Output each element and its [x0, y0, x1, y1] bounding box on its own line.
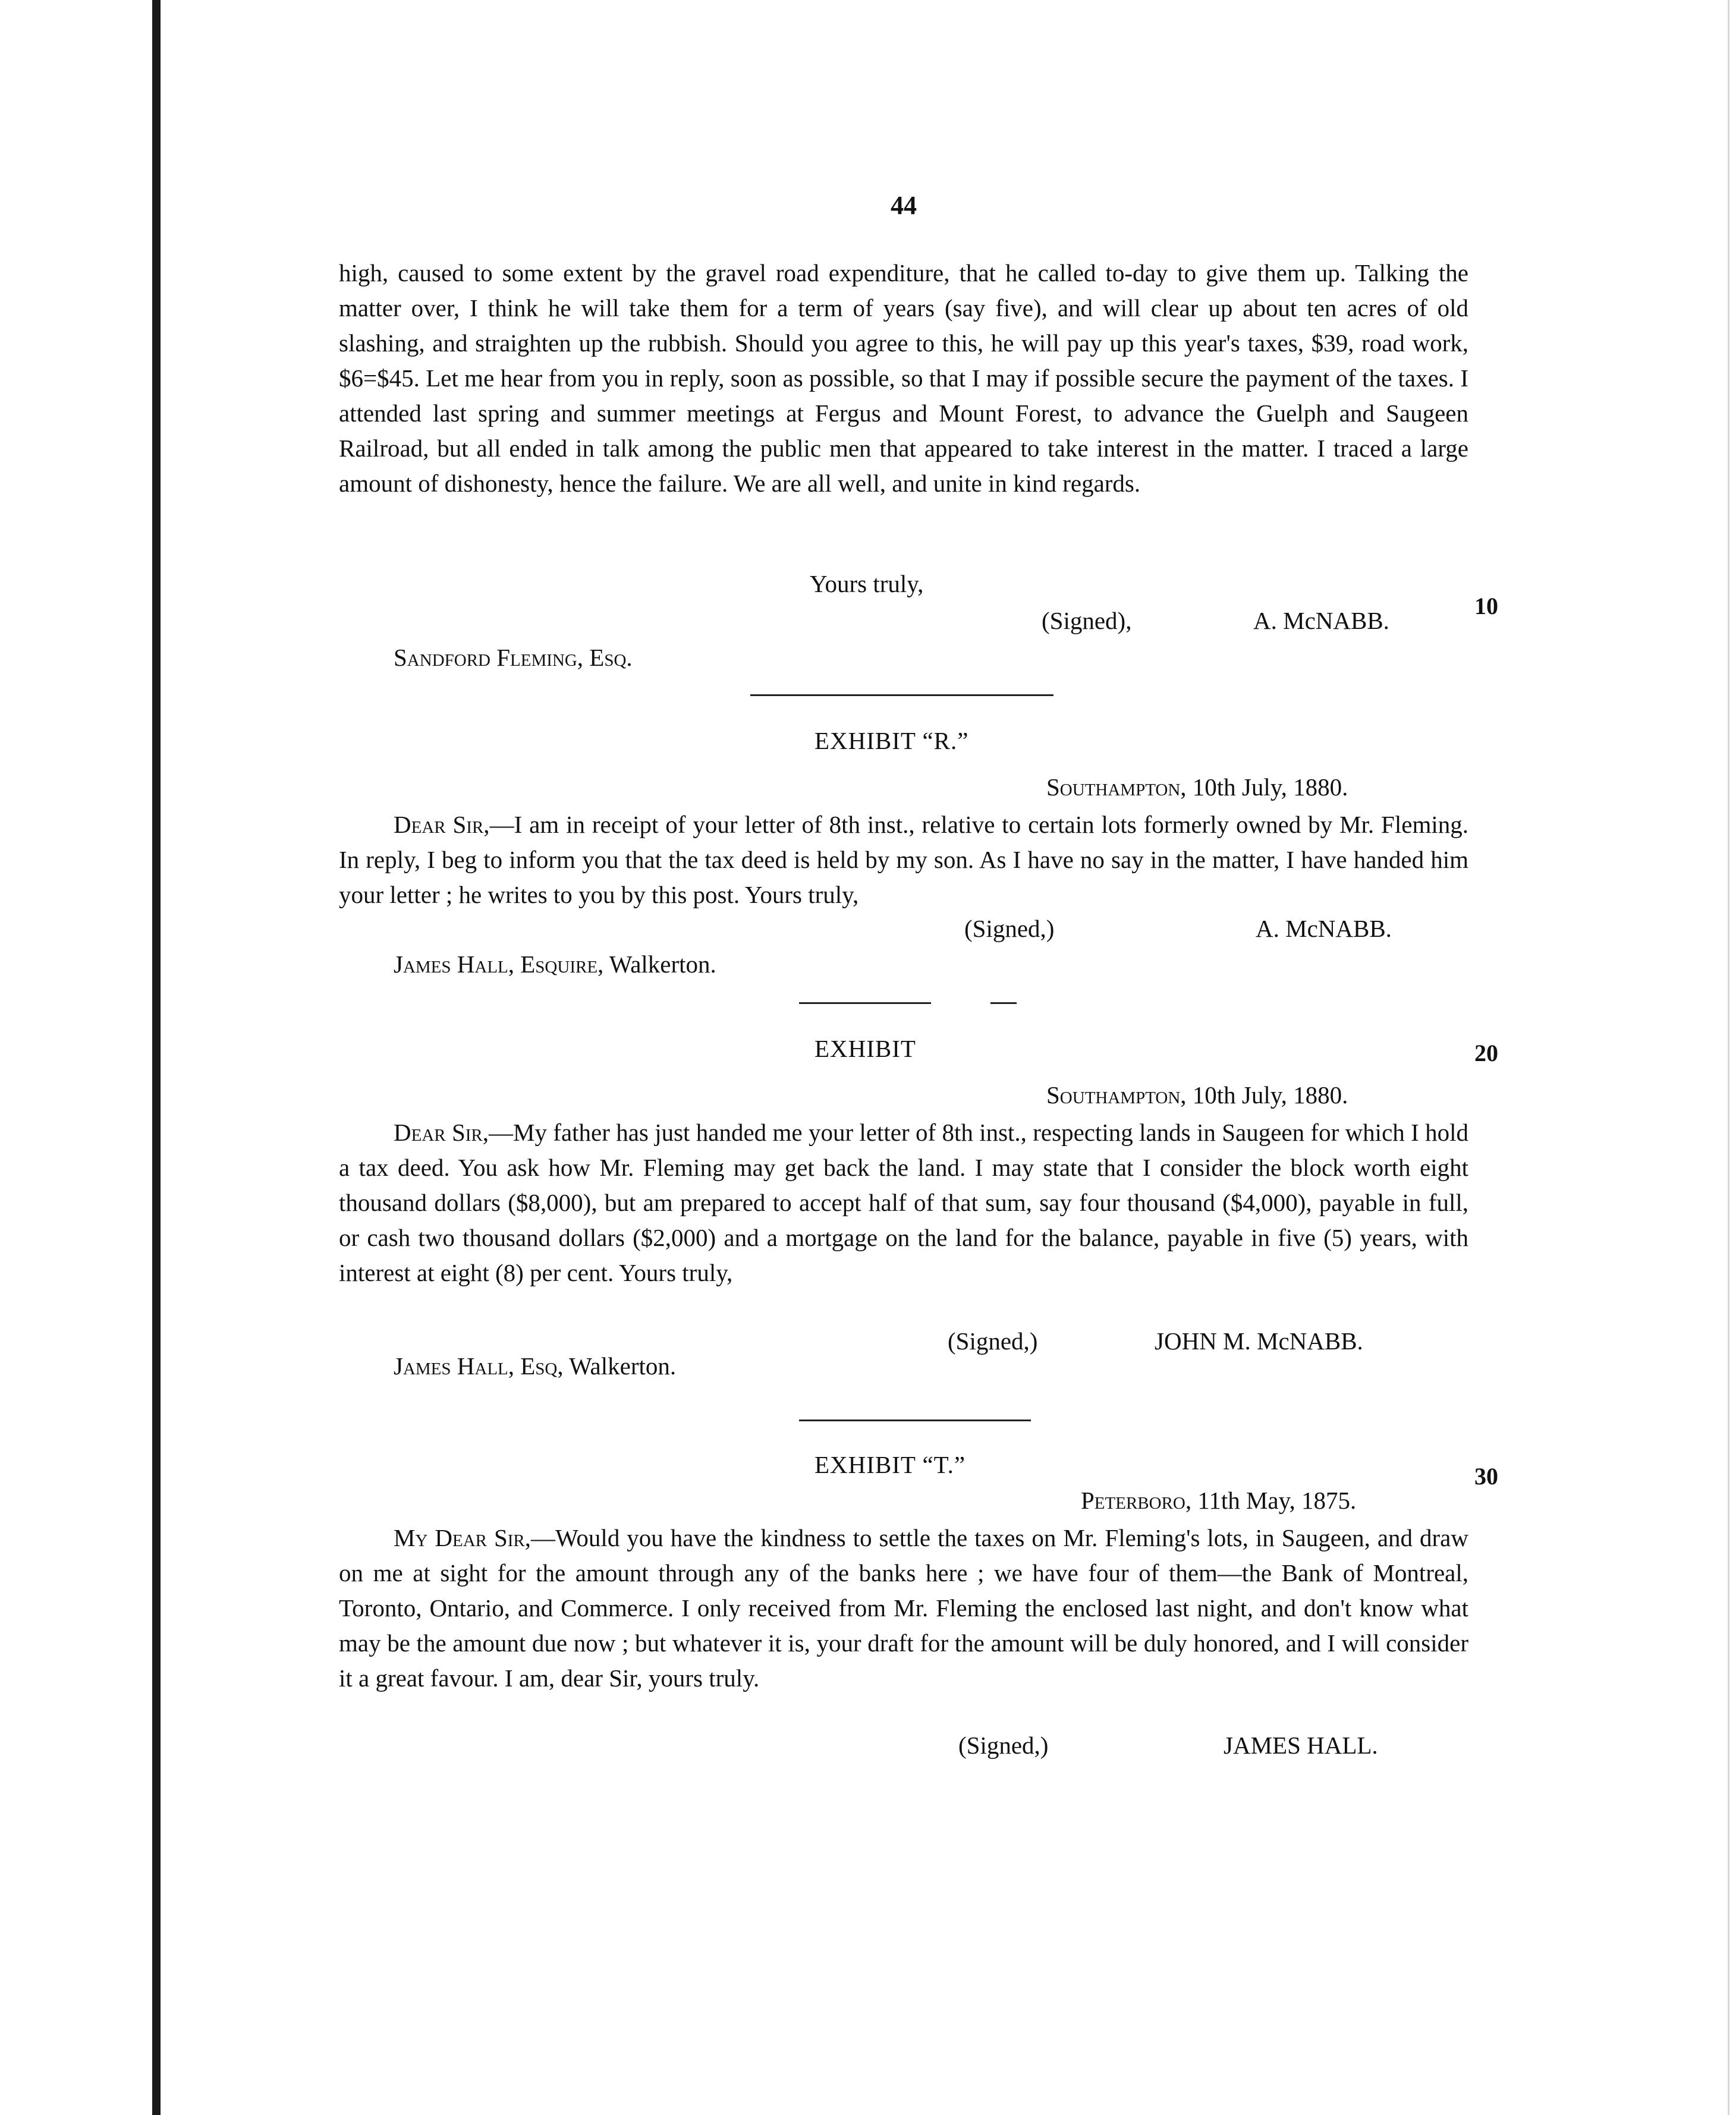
section-divider: [750, 694, 1053, 696]
letter-continued-signatory: A. McNABB.: [1253, 607, 1389, 634]
section-divider: [990, 1002, 1017, 1004]
exhibit-r-title: EXHIBIT “R.”: [814, 727, 969, 754]
exhibit-r-signatory: A. McNABB.: [1256, 915, 1392, 942]
exhibit-t-text: —Would you have the kindness to settle the taxes on Mr. Fleming's lots, in Saugeen, and draw on me at sight for the amount through any of the banks here ; we have four of them—the Bank of Montreal, Toronto, Ontario, and Commerce. I only received from Mr. Fleming the enclosed last night, and don't know what may be the amount due now ; but whatever it is, your draft for the amount will be duly honored, and I will consider it a great favour. I am, dear Sir, yours truly.: [339, 1524, 1468, 1692]
exhibit-t-title: EXHIBIT “T.”: [814, 1451, 966, 1478]
exhibit-s-place: Southampton: [1046, 1081, 1181, 1109]
exhibit-s-addressee-place: , Walkerton.: [557, 1352, 677, 1380]
exhibit-r-text: —I am in receipt of your letter of 8th inst., relative to certain lots formerly owned by Mr. Fleming. In reply, I beg to inform you that the tax deed is held by my son. As I have no say in the matter, I have handed him your letter ; he writes to you by this post. Yours truly,: [339, 811, 1468, 908]
exhibit-r-signed-label: (Signed,): [964, 915, 1055, 942]
exhibit-s-addressee-name: James Hall, Esq: [394, 1352, 558, 1380]
exhibit-s-addressee: [394, 1352, 676, 1380]
exhibit-s-dateline: [1046, 1081, 1348, 1109]
letter-continued-addressee: Sandford Fleming, Esq.: [394, 644, 633, 671]
exhibit-t-body: [339, 1521, 1468, 1696]
exhibit-t-signed-label: (Signed,): [958, 1732, 1049, 1759]
exhibit-t-place: Peterboro: [1081, 1487, 1185, 1514]
binding-edge: [152, 0, 161, 2115]
exhibit-r-paragraph: [339, 807, 1468, 912]
exhibit-r-addressee-name: James Hall, Esquire: [394, 951, 598, 978]
exhibit-r-addressee-place: , Walkerton.: [597, 951, 716, 978]
exhibit-s-paragraph: [339, 1115, 1468, 1291]
letter-continued-closing: Yours truly,: [810, 570, 924, 597]
margin-line-number: 10: [1474, 593, 1498, 619]
exhibit-s-salutation: Dear Sir,: [394, 1119, 489, 1146]
exhibit-t-date: , 11th May, 1875.: [1185, 1487, 1357, 1514]
exhibit-s-signed-label: (Signed,): [948, 1327, 1038, 1355]
page-margin-left: [0, 0, 152, 2115]
section-divider: [799, 1420, 1031, 1421]
exhibit-s-text: —My father has just handed me your letter of 8th inst., respecting lands in Saugeen for which I hold a tax deed. You ask how Mr. Fleming may get back the land. I may state that I consider the block worth eight thousand dollars ($8,000), but am prepared to accept half of that sum, say four thousand ($4,000), payable in full, or cash two thousand dollars ($2,000) and a mortgage on the land for the balance, payable in five (5) years, with interest at eight (8) per cent. Yours truly,: [339, 1119, 1468, 1286]
exhibit-r-dateline: [1046, 773, 1348, 801]
exhibit-s-date: , 10th July, 1880.: [1180, 1081, 1348, 1109]
exhibit-s-body: [339, 1115, 1468, 1291]
exhibit-r-addressee: [394, 950, 716, 978]
exhibit-s-signatory: JOHN M. McNABB.: [1155, 1327, 1363, 1355]
letter-continued-signed-label: (Signed),: [1042, 607, 1132, 634]
page-number: 44: [891, 191, 917, 220]
exhibit-t-paragraph: [339, 1521, 1468, 1696]
letter-continued-paragraph: high, caused to some extent by the gravel road expenditure, that he called to-day to give them up. Talking the matter over, I think he will take them for a term of years (say five), and will clear up about ten acres of old slashing, and straighten up the rubbish. Should you agree to this, he will pay up this year's taxes, $39, road work, $6=$45. Let me hear from you in reply, soon as possible, so that I may if possible secure the payment of the taxes. I attended last spring and summer meetings at Fergus and Mount Forest, to advance the Guelph and Saugeen Railroad, but all ended in talk among the public men that appeared to take interest in the matter. I traced a large amount of dishonesty, hence the failure. We are all well, and unite in kind regards.: [339, 259, 1468, 497]
exhibit-t-dateline: [1081, 1486, 1356, 1515]
exhibit-t-signatory: JAMES HALL.: [1224, 1732, 1378, 1759]
margin-line-number: 20: [1474, 1040, 1498, 1066]
exhibit-t-salutation: My Dear Sir,: [394, 1524, 532, 1551]
exhibit-r-place: Southampton: [1046, 773, 1181, 801]
exhibit-r-salutation: Dear Sir,: [394, 811, 490, 838]
section-divider: [799, 1002, 931, 1004]
page-edge-right: [1728, 0, 1729, 2115]
exhibit-r-date: , 10th July, 1880.: [1180, 773, 1348, 801]
exhibit-r-body: [339, 807, 1468, 912]
exhibit-s-title: EXHIBIT: [814, 1035, 916, 1062]
letter-continued-body: [339, 256, 1468, 501]
margin-line-number: 30: [1474, 1463, 1498, 1490]
